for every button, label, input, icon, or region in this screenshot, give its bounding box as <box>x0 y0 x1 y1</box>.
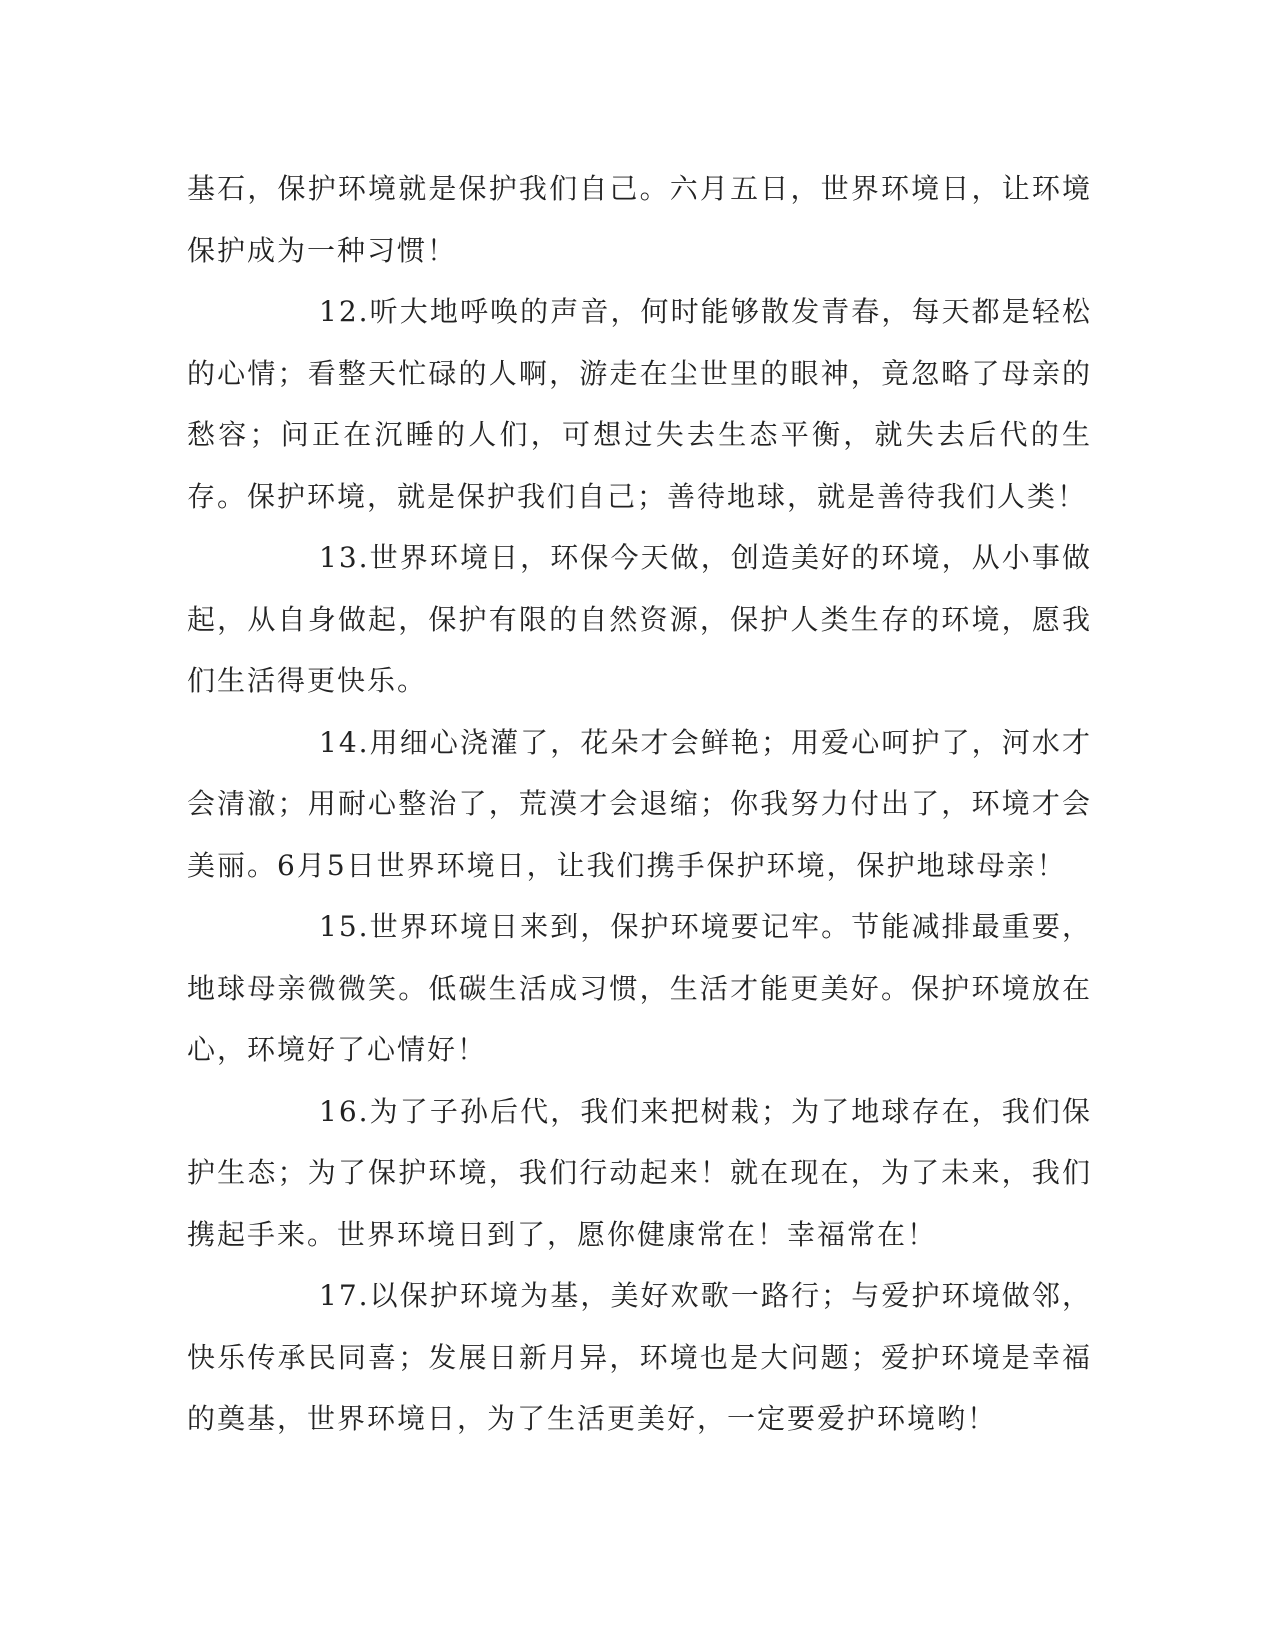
body-text <box>187 158 1092 1450</box>
paragraph-17: 17.以保护环境为基，美好欢歌一路行；与爱护环境做邻，快乐传承民同喜；发展日新月异，环境也是大问题；爱护环境是幸福的奠基，世界环境日，为了生活更美好，一定要爱护环境哟！ <box>187 1279 1092 1435</box>
paragraph-12: 12.听大地呼唤的声音，何时能够散发青春，每天都是轻松的心情；看整天忙碌的人啊，游走在尘世里的眼神，竟忽略了母亲的愁容；问正在沉睡的人们，可想过失去生态平衡，就失去后代的生存。保护环境，就是保护我们自己；善待地球，就是善待我们人类！ <box>187 295 1092 513</box>
paragraph-13: 13.世界环境日，环保今天做，创造美好的环境，从小事做起，从自身做起，保护有限的自然资源，保护人类生存的环境，愿我们生活得更快乐。 <box>187 541 1092 697</box>
paragraph-11-continuation: 基石，保护环境就是保护我们自己。六月五日，世界环境日，让环境保护成为一种习惯！ <box>187 172 1092 267</box>
paragraph-16: 16.为了子孙后代，我们来把树栽；为了地球存在，我们保护生态；为了保护环境，我们行动起来！就在现在，为了未来，我们携起手来。世界环境日到了，愿你健康常在！幸福常在！ <box>187 1094 1092 1251</box>
paragraph-14: 14.用细心浇灌了，花朵才会鲜艳；用爱心呵护了，河水才会清澈；用耐心整治了，荒漠才会退缩；你我努力付出了，环境才会美丽。6月5日世界环境日，让我们携手保护环境，保护地球母亲！ <box>187 725 1092 882</box>
paragraph-15: 15.世界环境日来到，保护环境要记牢。节能减排最重要，地球母亲微微笑。低碳生活成习惯，生活才能更美好。保护环境放在心，环境好了心情好！ <box>187 910 1092 1066</box>
